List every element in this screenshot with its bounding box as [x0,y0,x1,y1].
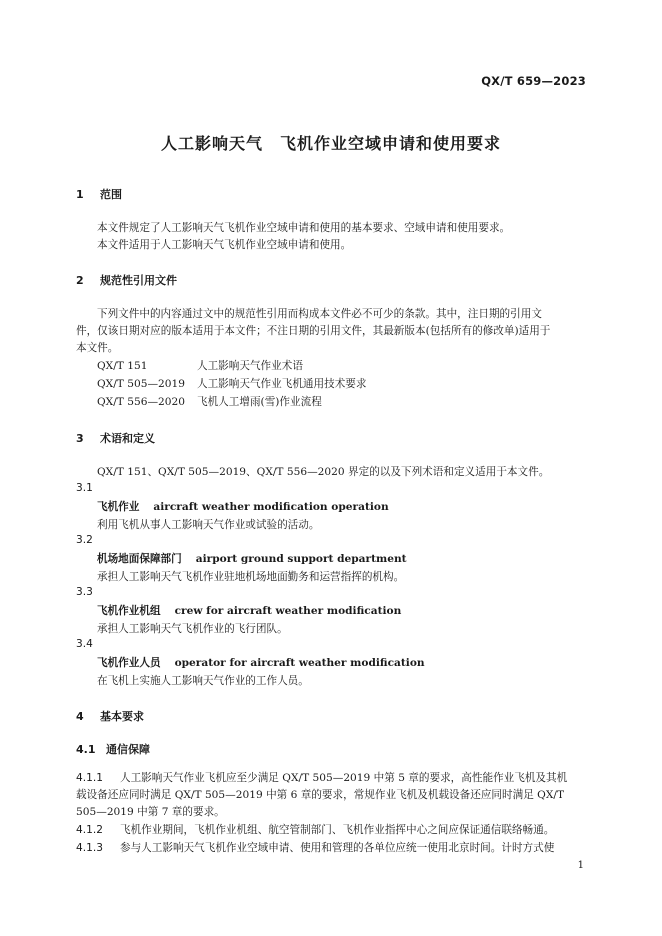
term-definition: 承担人工影响天气飞机作业的飞行团队。 [97,623,288,635]
term-definition: 在飞机上实施人工影响天气作业的工作人员。 [97,675,309,687]
term-number: 3.4 [76,638,93,650]
term-number: 3.2 [76,534,93,546]
reference-item: QX/T 151 人工影响天气作业术语 [97,360,303,372]
paragraph: QX/T 151、QX/T 505—2019、QX/T 556—2020 界定的以及下列术语和定义适用于本文件。 [97,466,550,478]
clause-continuation: 505—2019 中第 7 章的要求。 [76,806,225,818]
term-definition: 承担人工影响天气飞机作业驻地机场地面勤务和运营指挥的机构。 [97,571,405,583]
document-title: 人工影响天气 飞机作业空域申请和使用要求 [160,134,501,153]
paragraph: 本文件。 [76,342,119,354]
paragraph: 本文件规定了人工影响天气飞机作业空域申请和使用的基本要求、空域申请和使用要求。 [97,222,511,234]
term-entry: 飞机作业 aircraft weather modification operation [97,501,389,513]
section-heading-scope: 1 范围 [76,188,122,201]
reference-item: QX/T 556—2020 飞机人工增雨(雪)作业流程 [97,396,322,408]
section-heading-terms: 3 术语和定义 [76,432,155,445]
paragraph: 本文件适用于人工影响天气飞机作业空域申请和使用。 [97,239,352,251]
term-definition: 利用飞机从事人工影响天气作业或试验的活动。 [97,519,320,531]
section-heading-basic-requirements: 4 基本要求 [76,710,144,723]
paragraph: 件，仅该日期对应的版本适用于本文件；不注日期的引用文件，其最新版本(包括所有的修改单)适用于 [76,325,551,337]
clause-continuation: 载设备还应同时满足 QX/T 505—2019 中第 6 章的要求，常规作业飞机及机载设备还应同时满足 QX/T [76,789,565,801]
term-number: 3.1 [76,482,93,494]
section-heading-normative-references: 2 规范性引用文件 [76,274,177,287]
reference-item: QX/T 505—2019 人工影响天气作业飞机通用技术要求 [97,378,367,390]
clause: 4.1.1 人工影响天气作业飞机应至少满足 QX/T 505—2019 中第 5 章的要求，高性能作业飞机及其机 [76,772,568,784]
term-entry: 飞机作业机组 crew for aircraft weather modification [97,605,402,617]
standard-number: QX/T 659—2023 [481,74,586,88]
term-number: 3.3 [76,586,93,598]
page-number: 1 [577,860,584,871]
clause: 4.1.2 飞机作业期间，飞机作业机组、航空管制部门、飞机作业指挥中心之间应保证通信联络畅通。 [76,824,555,836]
clause: 4.1.3 参与人工影响天气飞机作业空域申请、使用和管理的各单位应统一使用北京时间。计时方式使 [76,842,555,854]
paragraph: 下列文件中的内容通过文中的规范性引用而构成本文件必不可少的条款。其中，注日期的引用文 [97,308,542,320]
term-entry: 飞机作业人员 operator for aircraft weather modification [97,657,425,669]
subsection-heading-communication: 4.1 通信保障 [76,743,150,756]
term-entry: 机场地面保障部门 airport ground support department [97,553,407,565]
